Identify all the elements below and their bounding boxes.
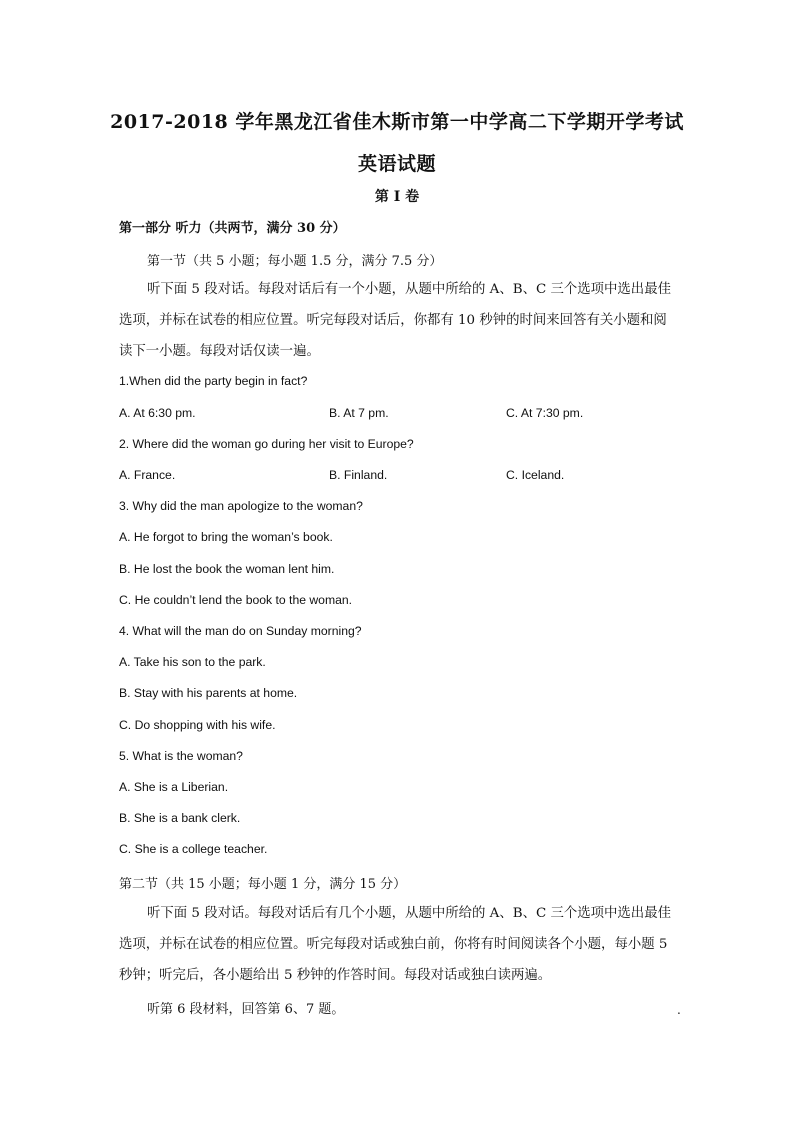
question-2: 2. Where did the woman go during her visit to Europe? [119, 437, 414, 451]
q3-option-c: C. He couldn’t lend the book to the woman. [119, 593, 353, 607]
stray-mark: . [677, 1003, 681, 1017]
q5-option-c: C. She is a college teacher. [119, 842, 268, 856]
q5-option-b: B. She is a bank clerk. [119, 811, 241, 825]
section1-instructions [119, 274, 679, 367]
section1-instructions-text: 听下面 5 段对话。每段对话后有一个小题，从题中所给的 A、B、C 三个选项中选出最佳选项，并标在试卷的相应位置。听完每段对话后，你都有 10 秒钟的时间来回答有关小题和阅读下一小题。每段对话仅读一遍。 [119, 282, 671, 359]
q1-option-b: B. At 7 pm. [329, 406, 389, 420]
section1-heading: 第一节（共 5 小题；每小题 1.5 分，满分 7.5 分） [147, 254, 443, 269]
section2-instructions-text: 听下面 5 段对话。每段对话后有几个小题，从题中所给的 A、B、C 三个选项中选出最佳选项，并标在试卷的相应位置。听完每段对话或独白前，你将有时间阅读各个小题，每小题 5 秒钟；听完后，各小题给出 5 秒钟的作答时间。每段对话或独白读两遍。 [119, 906, 671, 983]
volume-heading: 第 I 卷 [374, 189, 420, 205]
q3-option-b: B. He lost the book the woman lent him. [119, 562, 335, 576]
q4-option-b: B. Stay with his parents at home. [119, 686, 298, 700]
q4-option-c: C. Do shopping with his wife. [119, 718, 276, 732]
exam-subtitle: 英语试题 [357, 153, 436, 175]
q2-option-c: C. Iceland. [506, 468, 565, 482]
q2-option-a: A. France. [119, 468, 176, 482]
question-3: 3. Why did the man apologize to the woman? [119, 499, 363, 513]
q1-option-c: C. At 7:30 pm. [506, 406, 584, 420]
question-1: 1.When did the party begin in fact? [119, 374, 308, 388]
q5-option-a: A. She is a Liberian. [119, 780, 229, 794]
question-4: 4. What will the man do on Sunday morning? [119, 624, 362, 638]
q4-option-a: A. Take his son to the park. [119, 655, 266, 669]
question-5: 5. What is the woman? [119, 749, 243, 763]
part1-heading: 第一部分 听力（共两节，满分 30 分） [119, 221, 346, 236]
exam-title: 2017-2018 学年黑龙江省佳木斯市第一中学高二下学期开学考试 [110, 111, 684, 133]
section2-instructions [119, 898, 679, 991]
listen-6-instruction: 听第 6 段材料，回答第 6、7 题。 [147, 1002, 345, 1017]
q2-option-b: B. Finland. [329, 468, 388, 482]
q1-option-a: A. At 6:30 pm. [119, 406, 196, 420]
section2-heading: 第二节（共 15 小题；每小题 1 分，满分 15 分） [119, 877, 407, 892]
q3-option-a: A. He forgot to bring the woman’s book. [119, 530, 333, 544]
